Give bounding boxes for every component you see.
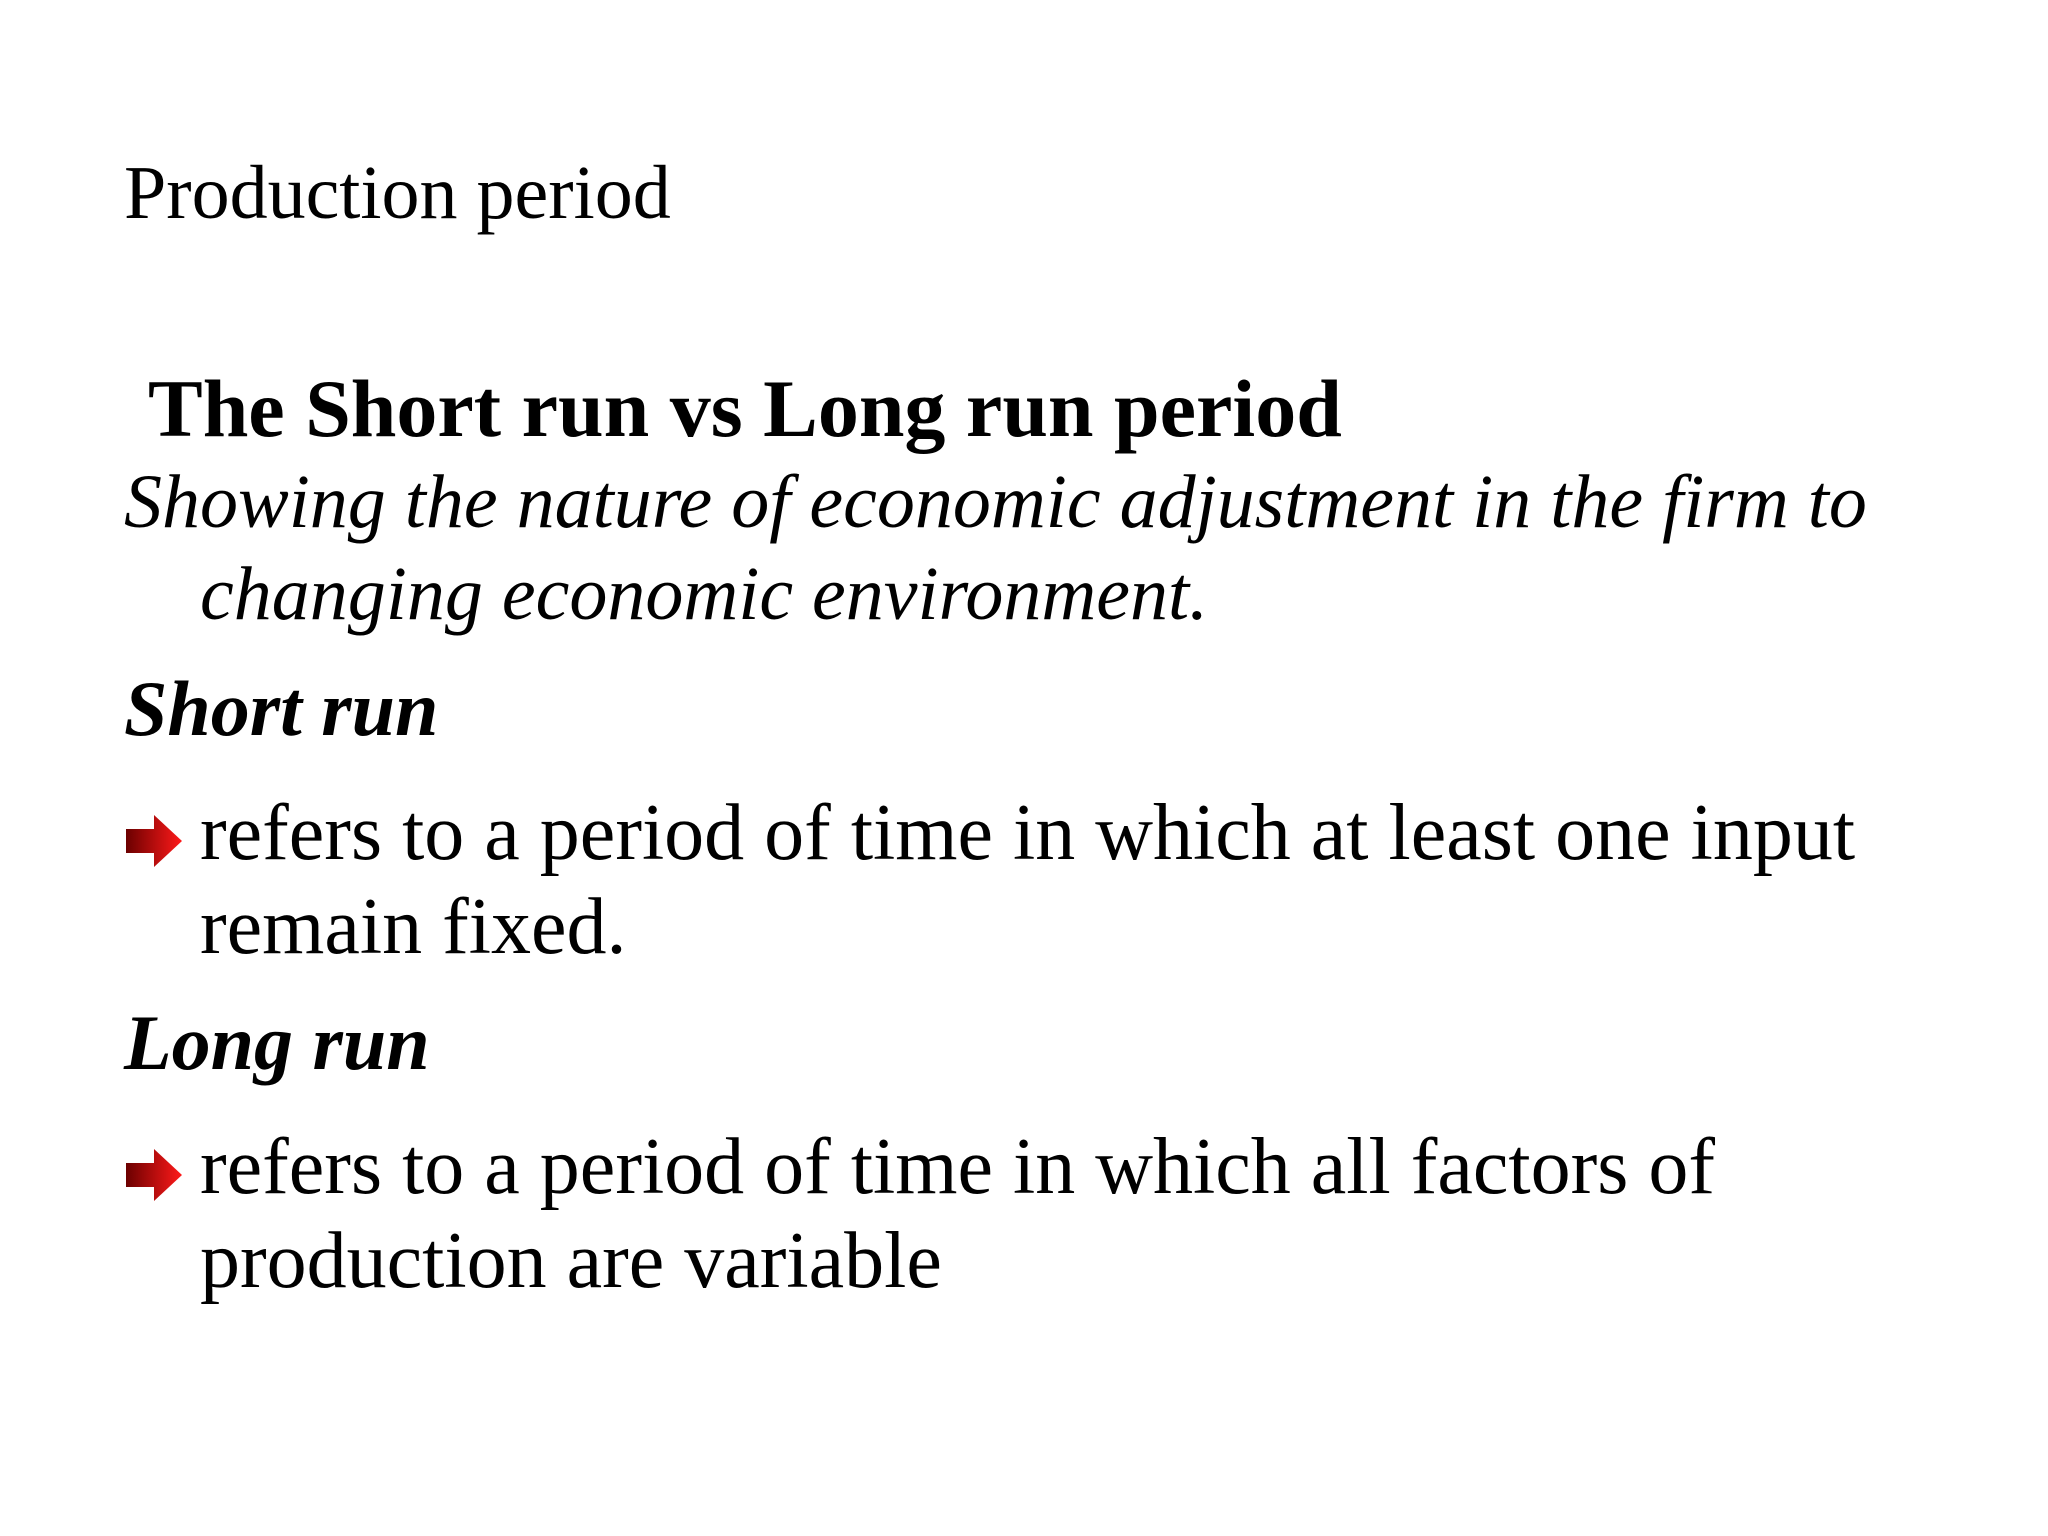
short-run-label: Short run bbox=[124, 665, 439, 753]
long-run-label: Long run bbox=[124, 998, 430, 1086]
slide-heading: The Short run vs Long run period bbox=[148, 363, 1342, 454]
slide-content bbox=[124, 362, 1924, 1308]
short-run-bullet bbox=[124, 786, 1940, 974]
slide-title: Production period bbox=[124, 151, 671, 235]
right-arrow-icon bbox=[124, 811, 184, 871]
short-run-bullet-text: refers to a period of time in which at least one input remain fixed. bbox=[200, 788, 1856, 971]
long-run-bullet-text: refers to a period of time in which all factors of production are variable bbox=[200, 1122, 1715, 1305]
long-run-bullet bbox=[124, 1120, 1940, 1308]
right-arrow-icon bbox=[124, 1145, 184, 1205]
slide-subtitle: Showing the nature of economic adjustment in the firm to changing economic environment. bbox=[124, 460, 1867, 637]
